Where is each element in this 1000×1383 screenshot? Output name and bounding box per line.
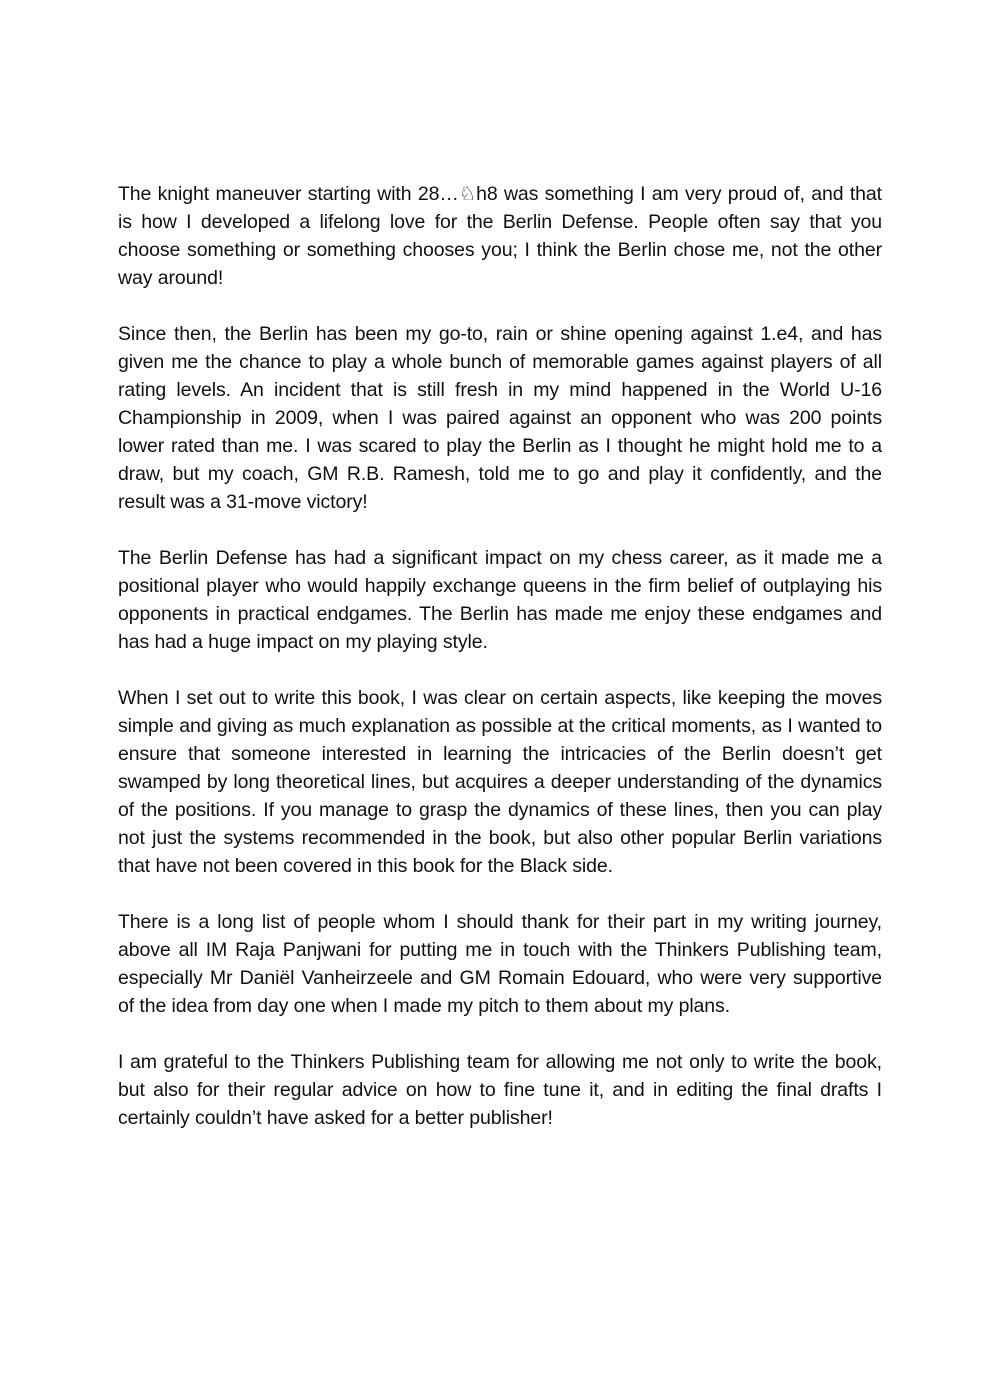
- paragraph-berlin-go-to: Since then, the Berlin has been my go-to, rain or shine opening against 1.e4, and has given me the chance to play a whole bunch of memorable games against players of all rating levels. An incident that is still fresh in my mind happened in the World U-16 Championship in 2009, when I was paired against an opponent who was 200 points lower rated than me. I was scared to play the Berlin as I thought he might hold me to a draw, but my coach, GM R.B. Ramesh, told me to go and play it confidently, and the result was a 31-move victory!: [118, 323, 882, 513]
- paragraph-berlin-impact: The Berlin Defense has had a significant impact on my chess career, as it made me a positional player who would happily exchange queens in the firm belief of outplaying his opponents in practical endgames. The Berlin has made me enjoy these endgames and has had a huge impact on my playing style.: [118, 547, 882, 653]
- paragraph-knight-maneuver: The knight maneuver starting with 28…♘h8 was something I am very proud of, and that is how I developed a lifelong love for the Berlin Defense. People often say that you choose something or something chooses you; I think the Berlin chose me, not the other way around!: [118, 183, 882, 289]
- paragraph-writing-book: When I set out to write this book, I was clear on certain aspects, like keeping the moves simple and giving as much explanation as possible at the critical moments, as I wanted to ensure that someone interested in learning the intricacies of the Berlin doesn’t get swamped by long theoretical lines, but acquires a deeper understanding of the dynamics of the positions. If you manage to grasp the dynamics of these lines, then you can play not just the systems recommended in the book, but also other popular Berlin variations that have not been covered in this book for the Black side.: [118, 687, 882, 877]
- paragraph-publisher-thanks: I am grateful to the Thinkers Publishing team for allowing me not only to write the book, but also for their regular advice on how to fine tune it, and in editing the final drafts I certainly couldn’t have asked for a better publisher!: [118, 1051, 882, 1129]
- document-body: [118, 180, 882, 1160]
- paragraph-acknowledgements: There is a long list of people whom I should thank for their part in my writing journey, above all IM Raja Panjwani for putting me in touch with the Thinkers Publishing team, especially Mr Daniël Vanheirzeele and GM Romain Edouard, who were very supportive of the idea from day one when I made my pitch to them about my plans.: [118, 911, 882, 1017]
